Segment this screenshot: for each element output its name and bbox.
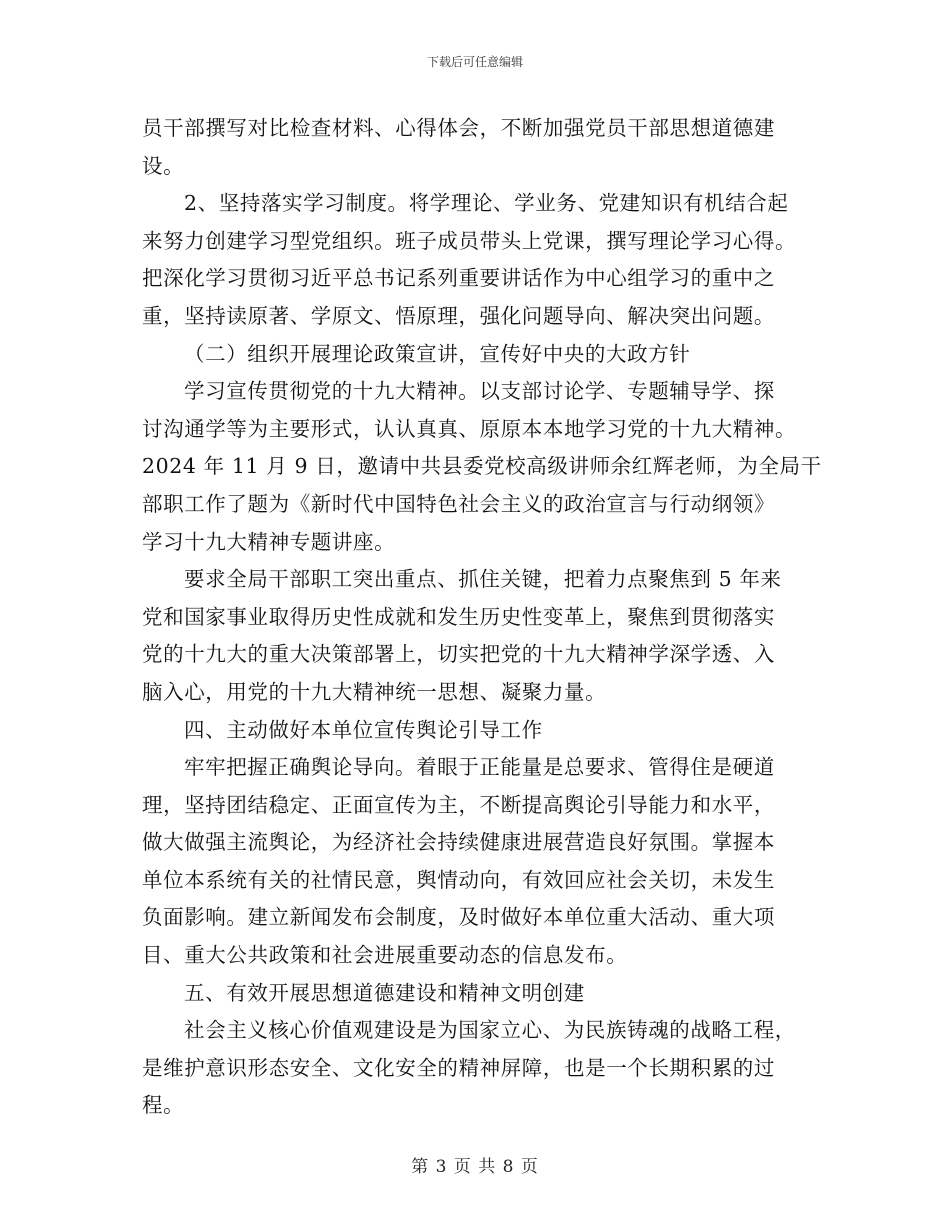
text-line: 党和国家事业取得历史性成就和发生历史性变革上，聚焦到贯彻落实	[142, 604, 775, 629]
text-line: 社会主义核心价值观建设是为国家立心、为民族铸魂的战略工程，	[184, 1018, 796, 1043]
text-line: 程。	[142, 1093, 185, 1118]
text-line: 党的十九大的重大决策部署上，切实把党的十九大精神学深学透、入	[142, 642, 775, 667]
text-line: 理，坚持团结稳定、正面宣传为主，不断提高舆论引导能力和水平，	[142, 792, 775, 817]
text-line: 重，坚持读原著、学原文、悟原理，强化问题导向、解决突出问题。	[142, 303, 775, 328]
text-line: 要求全局干部职工突出重点、抓住关键，把着力点聚焦到 5 年来	[184, 567, 782, 592]
text-line: 单位本系统有关的社情民意，舆情动向，有效回应社会关切，未发生	[142, 867, 775, 892]
page-header: 下载后可任意编辑	[426, 55, 523, 69]
text-line: 学习宣传贯彻党的十九大精神。以支部讨论学、专题辅导学、探	[184, 379, 775, 404]
text-line: 部职工作了题为《新时代中国特色社会主义的政治宣言与行动纲领》	[142, 491, 775, 516]
text-line: 2、坚持落实学习制度。将学理论、学业务、党建知识有机结合起	[184, 191, 789, 216]
text-line: 目、重大公共政策和社会进展重要动态的信息发布。	[142, 943, 628, 968]
text-line: 来努力创建学习型党组织。班子成员带头上党课，撰写理论学习心得。	[142, 228, 797, 253]
text-line: 员干部撰写对比检查材料、心得体会，不断加强党员干部思想道德建	[142, 116, 775, 140]
text-line: 做大做强主流舆论，为经济社会持续健康进展营造良好氛围。掌握本	[142, 830, 775, 855]
text-line: 讨沟通学等为主要形式，认认真真、原原本本地学习党的十九大精神。	[142, 416, 797, 441]
text-line: 牢牢把握正确舆论导向。着眼于正能量是总要求、管得住是硬道	[184, 755, 775, 780]
text-line: 五、有效开展思想道德建设和精神文明创建	[184, 980, 585, 1005]
document-body	[142, 110, 822, 1125]
text-line: 脑入心，用党的十九大精神统一思想、凝聚力量。	[142, 679, 607, 704]
text-line: 是维护意识形态安全、文化安全的精神屏障，也是一个长期积累的过	[142, 1055, 775, 1080]
text-line: （二）组织开展理论政策宣讲，宣传好中央的大政方针	[184, 341, 691, 366]
text-line: 学习十九大精神专题讲座。	[142, 529, 396, 554]
text-line: 四、主动做好本单位宣传舆论引导工作	[184, 717, 543, 742]
text-line: 设。	[142, 153, 185, 178]
text-line: 把深化学习贯彻习近平总书记系列重要讲话作为中心组学习的重中之	[142, 266, 775, 291]
page-footer: 第 3 页 共 8 页	[411, 1157, 539, 1177]
text-line: 负面影响。建立新闻发布会制度，及时做好本单位重大活动、重大项	[142, 905, 775, 930]
text-line: 2024 年 11 月 9 日，邀请中共县委党校高级讲师余红辉老师，为全局干	[142, 454, 822, 479]
